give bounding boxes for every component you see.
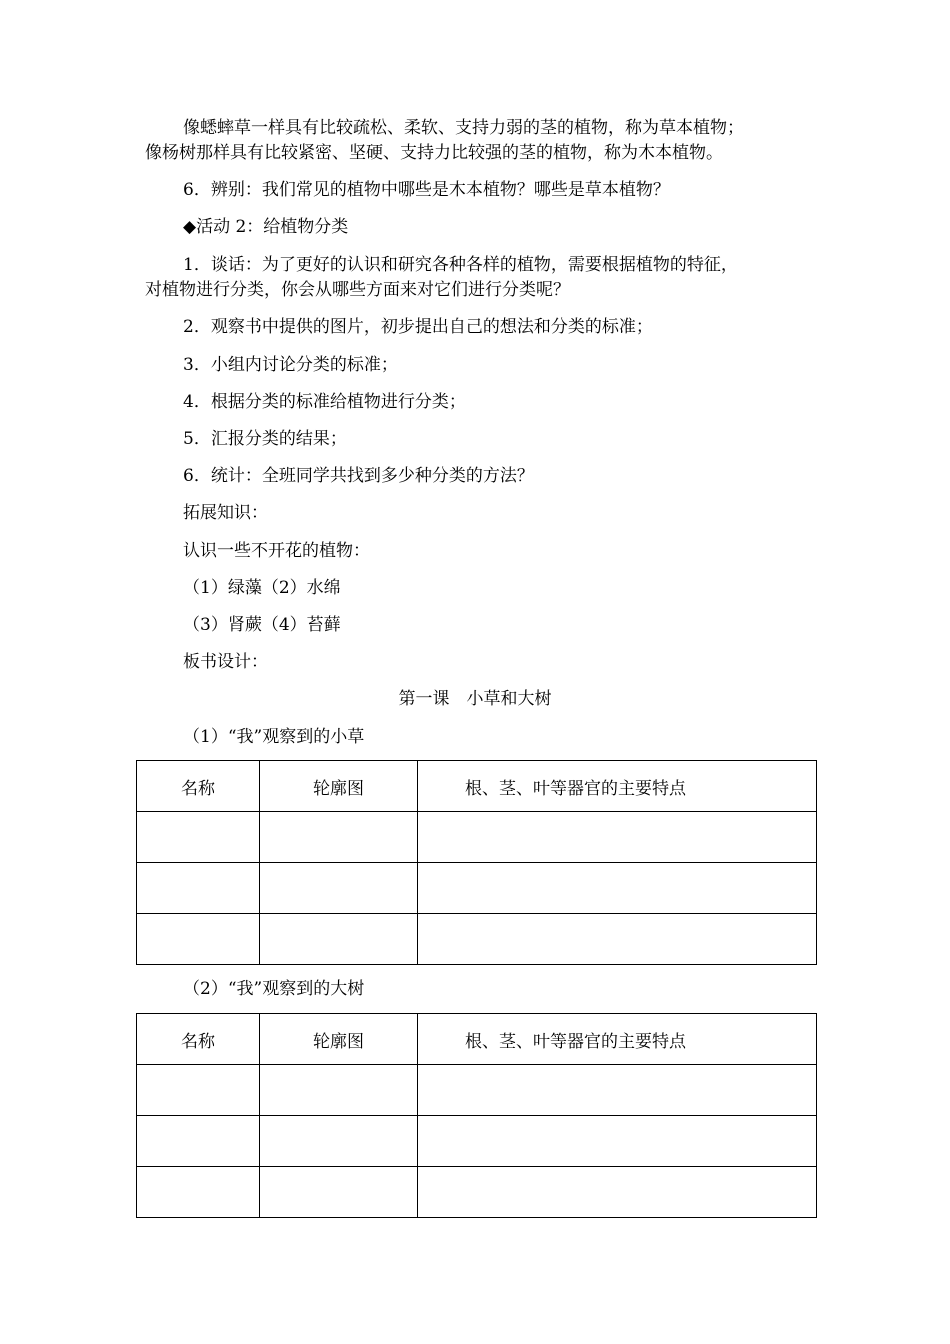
- table-cell: [418, 1116, 817, 1167]
- header-outline: 轮廓图: [260, 761, 418, 812]
- extend-item-1: （1）绿藻（2）水绵: [183, 578, 341, 598]
- extend-title: 拓展知识：: [183, 503, 268, 523]
- paragraph-talk-line1: 1．谈话：为了更好的认识和研究各种各样的植物，需要根据植物的特征，: [183, 255, 738, 275]
- board-design-title: 板书设计：: [183, 652, 268, 672]
- step-classify: 4．根据分类的标准给植物进行分类；: [183, 392, 466, 412]
- step-statistics: 6．统计：全班同学共找到多少种分类的方法？: [183, 466, 534, 486]
- header-outline: 轮廓图: [260, 1014, 418, 1065]
- table-row: [137, 812, 817, 863]
- header-features: 根、茎、叶等器官的主要特点: [418, 761, 817, 812]
- table-header-row: [137, 761, 817, 812]
- table-cell: [260, 812, 418, 863]
- table-cell: [260, 914, 418, 965]
- table-cell: [260, 1116, 418, 1167]
- table-header-row: [137, 1014, 817, 1065]
- table-cell: [260, 1065, 418, 1116]
- table-cell: [137, 914, 260, 965]
- table-tree-caption: （2）“我”观察到的大树: [183, 979, 365, 999]
- table-cell: [418, 914, 817, 965]
- table-row: [137, 1065, 817, 1116]
- table-cell: [137, 1116, 260, 1167]
- paragraph-talk-line2: 对植物进行分类，你会从哪些方面来对它们进行分类呢？: [145, 280, 570, 300]
- lesson-title: 第一课 小草和大树: [398, 689, 552, 709]
- step-discuss: 3．小组内讨论分类的标准；: [183, 355, 398, 375]
- table-cell: [137, 863, 260, 914]
- table-tree: [136, 1013, 817, 1218]
- paragraph-woody-definition: 像杨树那样具有比较紧密、坚硬、支持力比较强的茎的植物，称为木本植物。: [145, 143, 723, 163]
- table-row: [137, 863, 817, 914]
- step-observe: 2．观察书中提供的图片，初步提出自己的想法和分类的标准；: [183, 317, 653, 337]
- table-cell: [260, 1167, 418, 1218]
- header-features: 根、茎、叶等器官的主要特点: [418, 1014, 817, 1065]
- table-cell: [418, 1065, 817, 1116]
- table-cell: [418, 812, 817, 863]
- table-grass: [136, 760, 817, 965]
- table-cell: [418, 863, 817, 914]
- table-cell: [260, 863, 418, 914]
- table-cell: [137, 812, 260, 863]
- table-row: [137, 914, 817, 965]
- paragraph-identify: 6．辨别：我们常见的植物中哪些是木本植物？哪些是草本植物？: [183, 180, 670, 200]
- table-cell: [418, 1167, 817, 1218]
- activity-heading: ◆活动 2：给植物分类: [183, 217, 349, 237]
- table-row: [137, 1167, 817, 1218]
- header-name: 名称: [137, 761, 260, 812]
- extend-item-2: （3）肾蕨（4）苔藓: [183, 615, 341, 635]
- header-name: 名称: [137, 1014, 260, 1065]
- table-grass-caption: （1）“我”观察到的小草: [183, 727, 365, 747]
- table-cell: [137, 1167, 260, 1218]
- paragraph-herbaceous-definition: 像蟋蟀草一样具有比较疏松、柔软、支持力弱的茎的植物，称为草本植物；: [183, 118, 744, 138]
- extend-intro: 认识一些不开花的植物：: [183, 541, 370, 561]
- table-cell: [137, 1065, 260, 1116]
- table-row: [137, 1116, 817, 1167]
- step-report: 5．汇报分类的结果；: [183, 429, 347, 449]
